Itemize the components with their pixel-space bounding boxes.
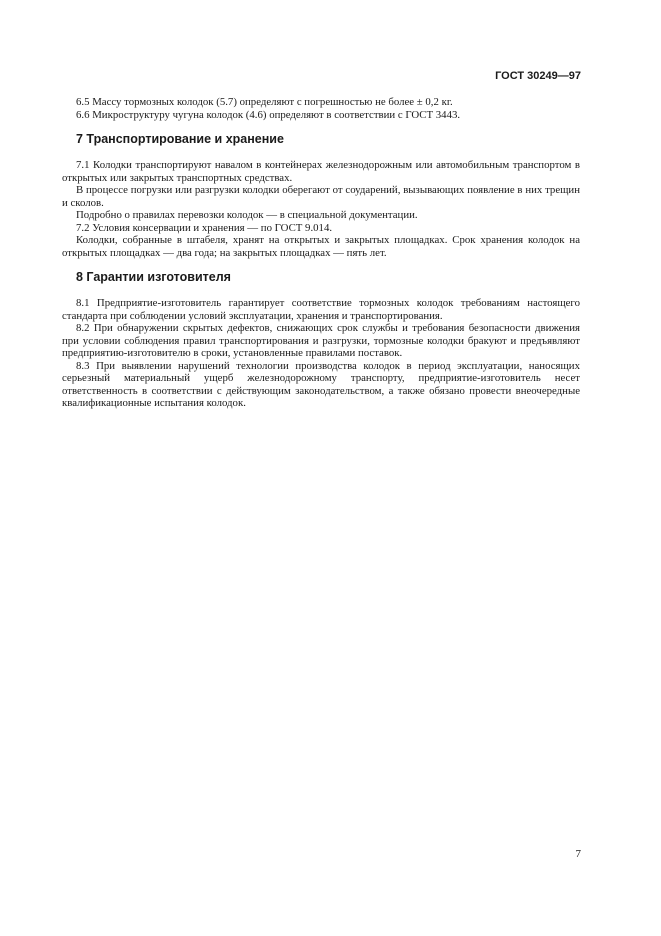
page-number: 7 [575,848,581,860]
clause-8-2: 8.2 При обнаружении скрытых дефектов, снижающих срок службы и требования безопасности движения при условии соблюдения правил транспортирования и разгрузки, тормозные колодки бракуют и предъявляют предприятию-изготовителю в сроки, установленные правилами поставок. [62,322,580,359]
clause-8-1: 8.1 Предприятие-изготовитель гарантирует соответствие тормозных колодок требованиям настоящего стандарта при соблюдении условий эксплуатации, хранения и транспортирования. [62,297,580,322]
clause-6-5: 6.5 Массу тормозных колодок (5.7) определяют с погрешностью не более ± 0,2 кг. [76,96,453,108]
paragraph: Колодки, собранные в штабеля, хранят на открытых и закрытых площадках. Срок хранения колодок на открытых площадках — два года; на закрытых площадках — пять лет. [62,234,580,259]
paragraph: В процессе погрузки или разгрузки колодки оберегают от соударений, вызывающих появление в них трещин и сколов. [62,184,580,209]
document-header: ГОСТ 30249—97 [495,70,581,82]
document-body [62,96,580,410]
clause-7-2: 7.2 Условия консервации и хранения — по ГОСТ 9.014. [76,221,333,234]
clause-8-3: 8.3 При выявлении нарушений технологии производства колодок в период эксплуатации, наносящих серьезный материальный ущерб железнодорожному транспорту, предприятие-изготовитель несет ответственность в соответствии с действующим законодательством, а также обязано провести внеочередные квалификационные испытания колодок. [62,359,580,409]
section-7-heading: 7 Транспортирование и хранение [76,132,284,146]
clause-7-1: 7.1 Колодки транспортируют навалом в контейнерах железнодорожным или автомобильным транспортом в открытых или закрытых транспортных средствах. [62,159,580,184]
clause-6-6: 6.6 Микроструктуру чугуна колодок (4.6) определяют в соответствии с ГОСТ 3443. [76,108,461,121]
section-8-heading: 8 Гарантии изготовителя [76,270,231,284]
paragraph: Подробно о правилах перевозки колодок — в специальной документации. [76,209,418,221]
